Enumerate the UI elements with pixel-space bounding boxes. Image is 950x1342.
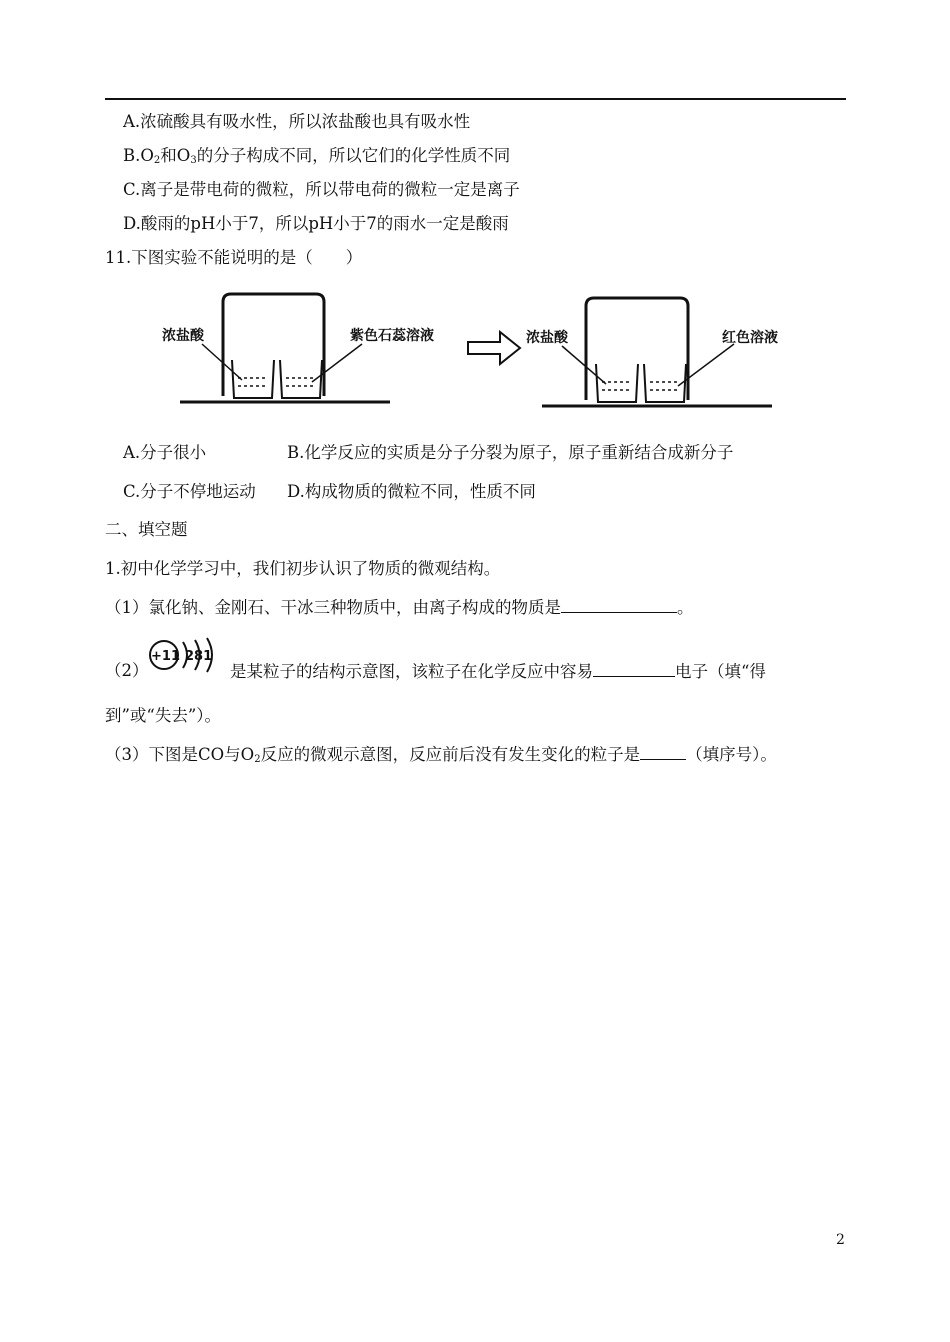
q11-option-d: D.构成物质的微粒不同，性质不同	[287, 482, 536, 501]
right-label-hcl: 浓盐酸	[526, 330, 568, 346]
answer-blank-1[interactable]	[561, 596, 677, 613]
q10-option-c: C.离子是带电荷的微粒，所以带电荷的微粒一定是离子	[123, 180, 520, 199]
left-label-hcl: 浓盐酸	[162, 328, 204, 344]
q10-option-d: D.酸雨的pH小于7，所以pH小于7的雨水一定是酸雨	[123, 214, 509, 233]
atom-structure-diagram	[147, 636, 229, 674]
q11-option-a: A.分子很小	[123, 443, 207, 462]
q11-option-c: C.分子不停地运动	[123, 482, 256, 501]
fill-q1-sub2-cont: 到”或“失去”）。	[105, 706, 222, 725]
answer-blank-3[interactable]	[640, 743, 686, 760]
beaker-experiment-figure	[150, 282, 810, 412]
fill-q1-sub2-number: （2）	[105, 661, 149, 680]
header-rule	[105, 98, 846, 100]
right-label-red: 红色溶液	[722, 330, 778, 346]
fill-q1-sub1: （1）氯化钠、金刚石、干冰三种物质中，由离子构成的物质是 。	[105, 598, 694, 617]
left-label-litmus: 紫色石蕊溶液	[350, 328, 434, 344]
answer-blank-2[interactable]	[593, 660, 675, 677]
q11-stem: 11.下图实验不能说明的是（ ）	[105, 248, 363, 267]
q10-option-a: A.浓硫酸具有吸水性，所以浓盐酸也具有吸水性	[123, 112, 471, 131]
atom-nucleus-charge: +11	[151, 649, 180, 664]
q11-option-b: B.化学反应的实质是分子分裂为原子，原子重新结合成新分子	[287, 443, 734, 462]
q10-option-b: $B.O_2$和$O_3$的分子构成不同，所以它们的化学性质不同	[123, 146, 511, 166]
fill-q1-sub2: 是某粒子的结构示意图，该粒子在化学反应中容易 电子（填“得	[230, 662, 766, 681]
page-number: 2	[836, 1232, 845, 1248]
section-heading: 二、填空题	[105, 520, 188, 539]
atom-shell-electrons: 281	[185, 649, 213, 664]
fill-q1-sub3: （3）下图是CO与$O_2$反应的微观示意图，反应前后没有发生变化的粒子是 （填序号）。	[105, 745, 777, 765]
fill-q1-stem: 1.初中化学学习中，我们初步认识了物质的微观结构。	[105, 559, 501, 578]
